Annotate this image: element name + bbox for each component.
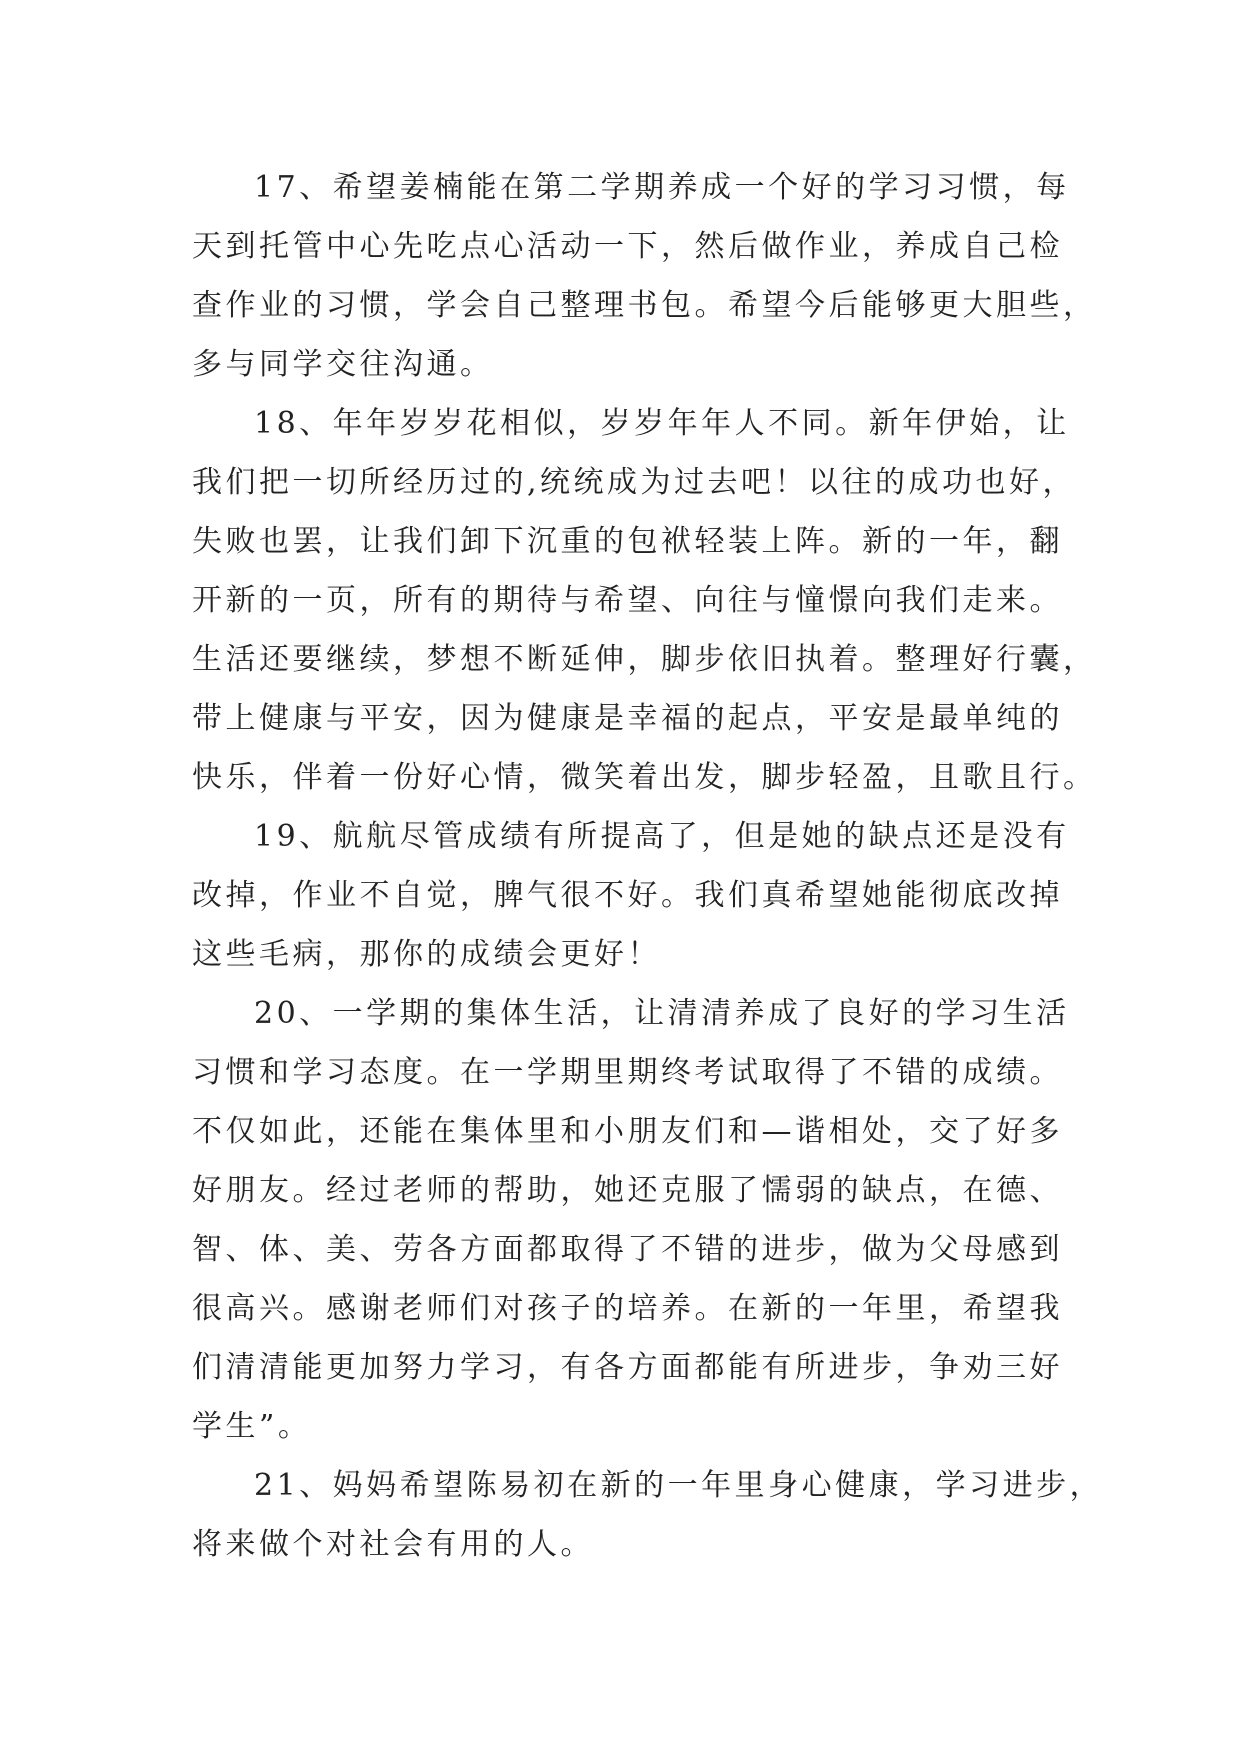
text-line: 这些毛病，那你的成绩会更好！: [192, 937, 661, 972]
text-line: 18、年年岁岁花相似，岁岁年年人不同。新年伊始，让: [254, 406, 1070, 441]
text-line: 学生”。: [192, 1409, 312, 1444]
text-line: 改掉，作业不自觉，脾气很不好。我们真希望她能彻底改掉: [192, 878, 1063, 913]
paragraph-21: [192, 1456, 1104, 1574]
paragraph-20: [192, 984, 1070, 1456]
text-line: 带上健康与平安，因为健康是幸福的起点，平安是最单纯的: [192, 701, 1063, 736]
text-line: 们清清能更加努力学习，有各方面都能有所进步，争劝三好: [192, 1350, 1063, 1385]
text-line: 失败也罢，让我们卸下沉重的包袱轻装上阵。新的一年，翻: [192, 524, 1063, 559]
text-line: 17、希望姜楠能在第二学期养成一个好的学习习惯，每: [254, 170, 1070, 205]
paragraph-17: [192, 158, 1097, 394]
text-line: 20、一学期的集体生活，让清清养成了良好的学习生活: [254, 996, 1070, 1031]
text-line: 19、航航尽管成绩有所提高了，但是她的缺点还是没有: [254, 819, 1070, 854]
text-line: 快乐，伴着一份好心情，微笑着出发，脚步轻盈，且歌且行。: [192, 760, 1097, 795]
text-line: 生活还要继续，梦想不断延伸，脚步依旧执着。整理好行囊，: [192, 642, 1097, 677]
paragraph-19: [192, 807, 1070, 984]
text-line: 多与同学交往沟通。: [192, 347, 494, 382]
text-line: 开新的一页，所有的期待与希望、向往与憧憬向我们走来。: [192, 583, 1063, 618]
text-line: 很高兴。感谢老师们对孩子的培养。在新的一年里，希望我: [192, 1291, 1063, 1326]
text-line: 将来做个对社会有用的人。: [192, 1527, 594, 1562]
text-line: 智、体、美、劳各方面都取得了不错的进步，做为父母感到: [192, 1232, 1063, 1267]
text-line: 查作业的习惯，学会自己整理书包。希望今后能够更大胆些，: [192, 288, 1097, 323]
text-line: 不仅如此，还能在集体里和小朋友们和—谐相处，交了好多: [192, 1114, 1063, 1149]
text-line: 好朋友。经过老师的帮助，她还克服了懦弱的缺点，在德、: [192, 1173, 1063, 1208]
text-line: 我们把一切所经历过的,统统成为过去吧！以往的成功也好，: [192, 465, 1077, 500]
paragraph-18: [192, 394, 1097, 807]
text-line: 习惯和学习态度。在一学期里期终考试取得了不错的成绩。: [192, 1055, 1063, 1090]
document-body: [192, 158, 1104, 1574]
text-line: 21、妈妈希望陈易初在新的一年里身心健康，学习进步，: [254, 1468, 1104, 1503]
text-line: 天到托管中心先吃点心活动一下，然后做作业，养成自己检: [192, 229, 1063, 264]
